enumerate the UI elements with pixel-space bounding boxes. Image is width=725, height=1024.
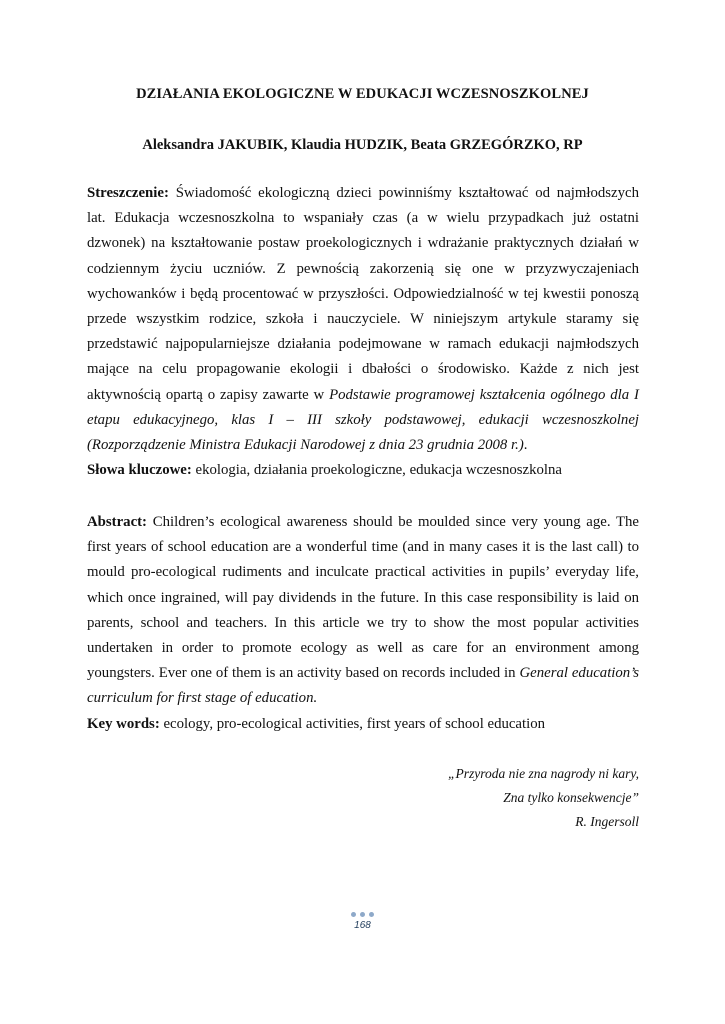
polish-abstract-citation: Podstawie programowej kształcenia ogólnego dla I etapu edukacyjnego, klas I – III szkoły podstawowej, edukacji wczesnoszkolnej (Rozporządzenie Ministra Edukacji Narodowej z dnia 23 grudnia 2008 r.)	[87, 386, 639, 454]
english-abstract	[87, 510, 639, 712]
article-title: DZIAŁANIA EKOLOGICZNE W EDUKACJI WCZESNOSZKOLNEJ	[136, 86, 589, 102]
polish-abstract-label: Streszczenie:	[87, 185, 169, 201]
footer-dots-ornament	[351, 912, 374, 917]
epigraph	[448, 762, 639, 834]
polish-abstract-text: Świadomość ekologiczną dzieci powinniśmy kształtować od najmłodszych lat. Edukacja wczesnoszkolna to wspaniały czas (a w wielu przypadkach już ostatni dzwonek) na kształtowanie postaw proekologicznych i wdrażanie praktycznych działań w codziennym życiu uczniów. Z pewnością zakorzenią się one w przyzwyczajeniach wychowanków i będą procentować w przyszłości. Odpowiedzialność w tej kwestii ponoszą przede wszystkim rodzice, szkoła i nauczyciele. W niniejszym artykule staramy się przedstawić najpopularniejsze działania podejmowane w ramach edukacji najmłodszych mające na celu propagowanie ekologii i dbałości o środowisko. Każde z nich jest aktywnością opartą o zapisy zawarte w	[87, 185, 639, 403]
english-keywords-label: Key words:	[87, 715, 160, 732]
polish-keywords	[87, 458, 639, 483]
english-abstract-text: Children’s ecological awareness should be moulded since very young age. The first years of school education are a wonderful time (and in many cases it is the last call) to mould pro-ecological rudiments and inculcate practical activities in pupils’ everyday life, which once ingrained, will pay dividends in the future. In this case responsibility is laid on parents, school and teachers. In this article we try to show the most popular activities undertaken in order to promote ecology as well as care for an environment among youngsters. Ever one of them is an activity based on records included in	[87, 514, 639, 682]
footer-dot	[351, 912, 356, 917]
page-number: 168	[354, 920, 371, 931]
polish-keywords-text: ekologia, działania proekologiczne, edukacja wczesnoszkolna	[191, 462, 562, 479]
english-abstract-citation: General education’s curriculum for first stage of education.	[87, 665, 639, 707]
article-authors: Aleksandra JAKUBIK, Klaudia HUDZIK, Beata GRZEGÓRZKO, RP	[142, 137, 583, 153]
epigraph-line-2: Zna tylko konsekwencje”	[503, 790, 639, 805]
footer-dot	[369, 912, 374, 917]
english-abstract-label: Abstract:	[87, 514, 147, 530]
epigraph-author: R. Ingersoll	[575, 814, 639, 829]
footer-dot	[360, 912, 365, 917]
polish-abstract-section	[87, 181, 639, 483]
english-keywords	[87, 712, 639, 737]
english-abstract-section	[87, 510, 639, 737]
english-keywords-text: ecology, pro-ecological activities, first years of school education	[159, 715, 546, 732]
epigraph-line-1: „Przyroda nie zna nagrody ni kary,	[448, 766, 639, 781]
polish-abstract	[87, 181, 639, 458]
polish-abstract-end: .	[523, 437, 528, 454]
polish-keywords-label: Słowa kluczowe:	[87, 462, 192, 479]
